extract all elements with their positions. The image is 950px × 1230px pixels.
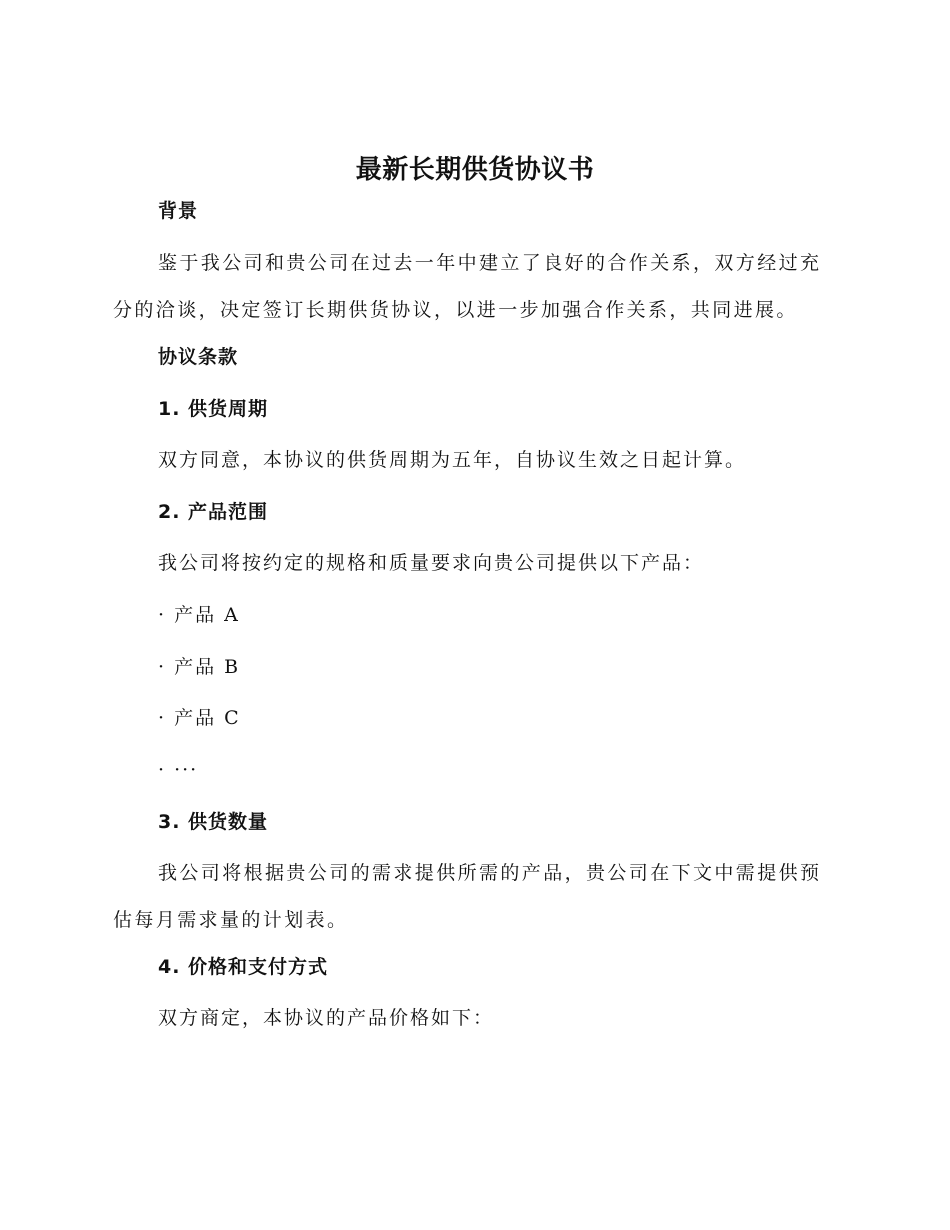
section-4-text: 双方商定，本协议的产品价格如下：: [158, 1007, 495, 1029]
section-2-text: 我公司将按约定的规格和质量要求向贵公司提供以下产品：: [158, 552, 705, 574]
section-1-heading: 1. 供货周期: [158, 398, 269, 420]
product-list-item: · ···: [158, 759, 199, 781]
section-1-text: 双方同意，本协议的供货周期为五年，自协议生效之日起计算。: [158, 449, 747, 471]
section-3-paragraph: 我公司将根据贵公司的需求提供所需的产品，贵公司在下文中需提供预估每月需求量的计划表。: [113, 862, 822, 931]
background-paragraph: 鉴于我公司和贵公司在过去一年中建立了良好的合作关系，双方经过充分的洽谈，决定签订长期供货协议，以进一步加强合作关系，共同进展。: [113, 252, 822, 321]
product-list-item: · 产品 A: [158, 604, 240, 626]
document-title: 最新长期供货协议书: [355, 155, 595, 185]
section-4-heading: 4. 价格和支付方式: [158, 956, 329, 978]
background-heading: 背景: [158, 200, 199, 222]
product-list-item: · 产品 C: [158, 707, 241, 729]
product-list-item: · 产品 B: [158, 656, 241, 678]
terms-heading: 协议条款: [158, 346, 239, 368]
section-3-heading: 3. 供货数量: [158, 811, 269, 833]
section-2-heading: 2. 产品范围: [158, 501, 269, 523]
